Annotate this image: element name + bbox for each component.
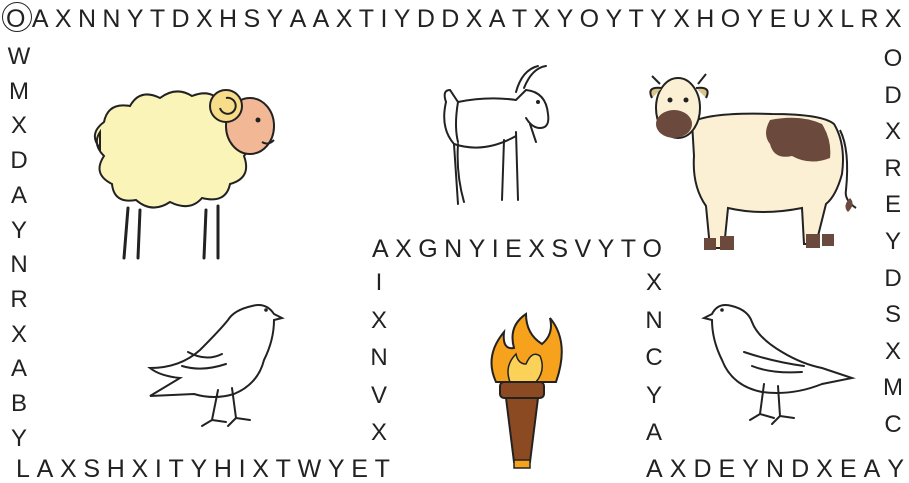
top-letter-row-letter[interactable]: X bbox=[195, 5, 213, 33]
bottom-left-letter-row-letter[interactable]: T bbox=[275, 455, 291, 483]
middle-right-letter-column-letter[interactable]: A bbox=[645, 419, 662, 446]
right-letter-column-letter[interactable]: R bbox=[884, 154, 902, 182]
middle-right-letter-column bbox=[641, 270, 667, 446]
top-letter-row-letter[interactable]: O bbox=[579, 5, 600, 33]
top-letter-row-letter[interactable]: D bbox=[416, 5, 435, 33]
top-letter-row-letter[interactable]: N bbox=[102, 5, 121, 33]
top-letter-row-letter[interactable]: X bbox=[884, 5, 902, 33]
middle-right-letter-column-letter[interactable]: C bbox=[645, 344, 663, 371]
bottom-right-letter-row-letter[interactable]: A bbox=[863, 455, 881, 483]
top-letter-row-letter[interactable]: Y bbox=[393, 5, 411, 33]
left-letter-column-letter[interactable]: D bbox=[10, 147, 28, 175]
top-letter-row-letter[interactable]: H bbox=[696, 5, 715, 33]
left-letter-column-letter[interactable]: M bbox=[9, 77, 29, 105]
top-letter-row-letter[interactable]: N bbox=[77, 5, 97, 33]
bottom-left-letter-row-letter[interactable]: X bbox=[252, 455, 269, 483]
top-letter-row-letter[interactable]: U bbox=[792, 5, 811, 33]
bottom-left-letter-row-letter[interactable]: T bbox=[168, 455, 184, 483]
top-letter-row-letter[interactable]: Y bbox=[605, 5, 623, 33]
right-letter-column-letter[interactable]: O bbox=[883, 45, 903, 72]
bottom-right-letter-row-letter[interactable]: X bbox=[816, 455, 833, 483]
middle-right-letter-column-letter[interactable]: Y bbox=[645, 381, 662, 409]
bottom-right-letter-row-letter[interactable]: Y bbox=[742, 455, 759, 483]
bottom-left-letter-row-letter[interactable]: Y bbox=[190, 455, 208, 483]
top-letter-row-letter[interactable]: A bbox=[488, 5, 506, 33]
left-letter-column-letter[interactable]: X bbox=[10, 112, 27, 140]
left-letter-column-letter[interactable]: A bbox=[10, 181, 27, 209]
dove-icon bbox=[148, 292, 288, 432]
top-letter-row-letter[interactable]: R bbox=[860, 5, 879, 33]
top-letter-row-letter[interactable]: Y bbox=[556, 5, 574, 33]
top-letter-row-letter[interactable]: A bbox=[31, 5, 49, 33]
middle-top-letter-row-letter[interactable]: Y bbox=[597, 235, 615, 263]
bottom-right-letter-row-letter[interactable]: X bbox=[669, 455, 687, 483]
right-letter-column-letter[interactable]: E bbox=[884, 191, 901, 219]
middle-top-letter-row-letter[interactable]: S bbox=[551, 235, 569, 263]
right-letter-column-letter[interactable]: X bbox=[884, 337, 901, 365]
top-letter-row-letter[interactable]: A bbox=[312, 5, 330, 33]
middle-left-letter-column-letter[interactable]: I bbox=[375, 269, 383, 296]
left-letter-column-letter[interactable]: A bbox=[10, 355, 27, 383]
cow-icon bbox=[652, 68, 862, 260]
right-letter-column-letter[interactable]: D bbox=[884, 81, 902, 109]
top-letter-row-letter[interactable]: D bbox=[171, 5, 190, 33]
top-letter-row-letter[interactable]: X bbox=[533, 5, 551, 33]
middle-top-letter-row-letter[interactable]: X bbox=[395, 235, 412, 263]
goat-icon bbox=[438, 62, 558, 212]
bottom-right-letter-row-letter[interactable]: A bbox=[646, 455, 663, 483]
middle-top-letter-row-letter[interactable]: X bbox=[528, 235, 545, 263]
middle-top-letter-row-letter[interactable]: V bbox=[574, 235, 592, 263]
middle-top-letter-row-letter[interactable]: E bbox=[505, 235, 522, 263]
sheep-icon bbox=[80, 78, 280, 263]
top-letter-row-letter[interactable]: X bbox=[673, 5, 690, 33]
top-letter-row bbox=[6, 6, 902, 32]
left-letter-column bbox=[6, 44, 32, 452]
right-letter-column-letter[interactable]: M bbox=[883, 374, 903, 402]
middle-left-letter-column bbox=[366, 270, 392, 446]
right-letter-column-letter[interactable]: S bbox=[884, 301, 901, 329]
top-letter-row-letter[interactable]: A bbox=[289, 5, 307, 33]
top-letter-row-letter[interactable]: S bbox=[243, 5, 261, 33]
top-letter-row-letter[interactable]: T bbox=[511, 5, 528, 33]
left-letter-column-letter[interactable]: X bbox=[10, 320, 27, 348]
middle-right-letter-column-letter[interactable]: N bbox=[645, 306, 663, 334]
left-letter-column-letter[interactable]: Y bbox=[10, 216, 27, 244]
top-letter-row-letter[interactable]: X bbox=[335, 5, 353, 33]
right-letter-column-letter[interactable]: C bbox=[884, 410, 902, 438]
top-letter-row-letter[interactable]: T bbox=[358, 5, 375, 33]
bottom-left-letter-row-letter[interactable]: W bbox=[297, 455, 322, 483]
top-letter-row-letter[interactable]: H bbox=[219, 5, 238, 33]
bottom-left-letter-row-letter[interactable]: X bbox=[131, 455, 149, 483]
middle-left-letter-column-letter[interactable]: N bbox=[370, 344, 388, 371]
middle-top-letter-row bbox=[372, 236, 662, 262]
top-letter-row-letter[interactable]: O bbox=[720, 5, 741, 33]
middle-top-letter-row-letter[interactable]: O bbox=[642, 235, 662, 263]
bottom-left-letter-row-letter[interactable]: S bbox=[83, 455, 101, 483]
right-letter-column-letter[interactable]: Y bbox=[884, 227, 901, 255]
right-letter-column bbox=[880, 46, 906, 438]
top-letter-row-letter[interactable]: I bbox=[380, 5, 388, 33]
bottom-left-letter-row-letter[interactable]: A bbox=[36, 455, 54, 483]
top-letter-row-letter[interactable]: Y bbox=[266, 5, 284, 33]
top-letter-row-letter[interactable]: L bbox=[840, 5, 855, 33]
bottom-right-letter-row-letter[interactable]: Y bbox=[887, 455, 904, 483]
middle-right-letter-column-letter[interactable]: X bbox=[645, 269, 662, 296]
bottom-right-letter-row bbox=[646, 456, 904, 482]
middle-top-letter-row-letter[interactable]: T bbox=[620, 235, 637, 263]
bottom-right-letter-row-letter[interactable]: E bbox=[718, 455, 736, 483]
top-letter-row-letter[interactable]: Y bbox=[746, 5, 764, 33]
top-letter-row-letter[interactable]: D bbox=[441, 5, 460, 33]
bottom-left-letter-row-letter[interactable]: H bbox=[106, 455, 125, 483]
bottom-right-letter-row-letter[interactable]: D bbox=[693, 455, 712, 483]
left-letter-column-letter[interactable]: N bbox=[10, 251, 28, 279]
top-letter-row-letter[interactable]: Y bbox=[650, 5, 667, 33]
middle-left-letter-column-letter[interactable]: V bbox=[370, 381, 387, 409]
top-letter-row-letter[interactable]: X bbox=[817, 5, 834, 33]
pigeon-icon bbox=[704, 292, 854, 432]
left-letter-column-letter[interactable]: Y bbox=[10, 424, 27, 452]
left-letter-column-letter[interactable]: B bbox=[10, 390, 27, 418]
middle-top-letter-row-letter[interactable]: I bbox=[491, 235, 499, 263]
left-letter-column-letter[interactable]: R bbox=[10, 286, 28, 314]
top-letter-row-letter[interactable]: T bbox=[628, 5, 644, 33]
bottom-left-letter-row-letter[interactable]: H bbox=[213, 455, 232, 483]
top-letter-row-letter[interactable]: Y bbox=[126, 5, 144, 33]
bottom-left-letter-row-letter[interactable]: L bbox=[16, 455, 30, 483]
top-letter-row-letter[interactable]: X bbox=[54, 5, 72, 33]
right-letter-column-letter[interactable]: X bbox=[884, 118, 901, 146]
middle-left-letter-column-letter[interactable]: X bbox=[370, 306, 387, 334]
top-letter-row-letter[interactable]: X bbox=[465, 5, 483, 33]
middle-top-letter-row-letter[interactable]: G bbox=[418, 235, 438, 263]
middle-left-letter-column-letter[interactable]: X bbox=[370, 419, 387, 446]
top-letter-row-letter[interactable]: O bbox=[6, 5, 26, 33]
bottom-left-letter-row-letter[interactable]: T bbox=[374, 455, 390, 483]
bottom-left-letter-row-letter[interactable]: X bbox=[59, 455, 77, 483]
bottom-left-letter-row-letter[interactable]: Y bbox=[327, 455, 345, 483]
bottom-right-letter-row-letter[interactable]: N bbox=[765, 455, 785, 483]
left-letter-column-letter[interactable]: W bbox=[7, 43, 31, 70]
bottom-right-letter-row-letter[interactable]: E bbox=[839, 455, 857, 483]
right-letter-column-letter[interactable]: D bbox=[884, 264, 902, 292]
bottom-left-letter-row-letter[interactable]: I bbox=[154, 455, 162, 483]
top-letter-row-letter[interactable]: E bbox=[769, 5, 787, 33]
torch-icon bbox=[476, 312, 568, 472]
middle-top-letter-row-letter[interactable]: Y bbox=[468, 235, 486, 263]
bottom-right-letter-row-letter[interactable]: D bbox=[791, 455, 810, 483]
middle-top-letter-row-letter[interactable]: A bbox=[372, 235, 389, 263]
bottom-left-letter-row-letter[interactable]: E bbox=[351, 455, 368, 483]
bottom-left-letter-row bbox=[16, 456, 390, 482]
top-letter-row-letter[interactable]: T bbox=[149, 5, 166, 33]
middle-top-letter-row-letter[interactable]: N bbox=[444, 235, 463, 263]
bottom-left-letter-row-letter[interactable]: I bbox=[238, 455, 246, 483]
